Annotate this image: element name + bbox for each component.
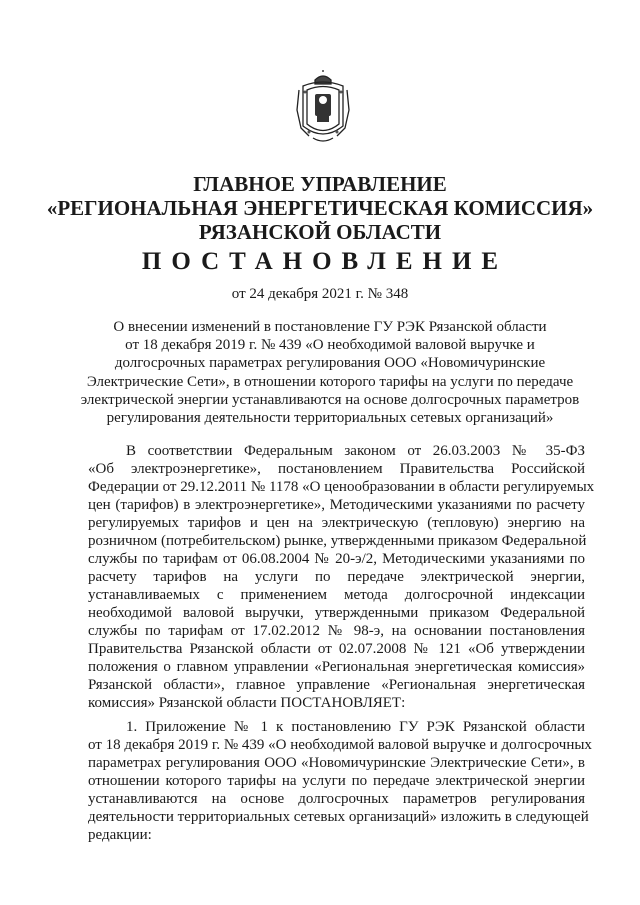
text-line: от 18 декабря 2019 г. № 439 «О необходимой валовой выручке и долгосрочных <box>88 737 592 753</box>
text-line: параметрах регулирования ООО «Новомичуринские Электрические Сети», в <box>88 755 585 771</box>
text-line: редакции: <box>88 827 152 843</box>
text-line: деятельности территориальных сетевых организаций» изложить в следующей <box>88 809 589 825</box>
text-line: устанавливаемых с применением метода долгосрочной индексации <box>88 587 585 603</box>
text-line: устанавливаются на основе долгосрочных параметров регулирования <box>88 791 585 807</box>
text-line: службы по тарифам от 17.02.2012 № 98-э, на основании постановления <box>88 623 585 639</box>
document-type: ПОСТАНОВЛЕНИЕ <box>141 248 509 275</box>
text-line: службы по тарифам от 06.08.2004 № 20-э/2, Методическими указаниями по <box>88 551 585 567</box>
text-line: «Об электроэнергетике», постановлением Правительства Российской <box>88 461 585 477</box>
item-1-paragraph <box>88 718 592 844</box>
organization-name <box>0 172 640 244</box>
preamble-paragraph <box>88 442 595 712</box>
text-line: положения о главном управлении «Региональная энергетическая комиссия» <box>88 659 585 675</box>
subject-line: долгосрочных параметрах регулирования ООО «Новомичуринские <box>114 355 546 372</box>
subject-line: регулирования деятельности территориальных сетевых организаций» <box>106 410 554 427</box>
subject-line: Электрические Сети», в отношении которого тарифы на услуги по передаче <box>86 373 574 390</box>
text-line: комиссия» Рязанской области ПОСТАНОВЛЯЕТ: <box>88 695 406 711</box>
text-line: розничном (потребительском) рынке, утвержденными приказом Федеральной <box>88 533 587 549</box>
subject-line: О внесении изменений в постановление ГУ РЭК Рязанской области <box>113 319 547 335</box>
text-line: цен (тарифов) в электроэнергетике», Методическими указаниями по расчету <box>88 497 585 513</box>
subject-line: электрической энергии устанавливаются на основе долгосрочных параметров <box>80 391 580 408</box>
text-line: Правительства Рязанской области от 02.07.2008 № 121 «Об утверждении <box>88 641 585 657</box>
coat-of-arms-icon <box>295 70 351 146</box>
document-date-number: от 24 декабря 2021 г. № 348 <box>231 286 409 302</box>
org-line: «РЕГИОНАЛЬНАЯ ЭНЕРГЕТИЧЕСКАЯ КОМИССИЯ» <box>46 196 594 220</box>
org-line: ГЛАВНОЕ УПРАВЛЕНИЕ <box>193 172 447 196</box>
text-line: Федерации от 29.12.2011 № 1178 «О ценообразовании в области регулируемых <box>88 479 595 495</box>
text-line: В соответствии Федеральным законом от 26.03.2003 № 35-ФЗ <box>126 443 585 459</box>
org-line: РЯЗАНСКОЙ ОБЛАСТИ <box>198 220 442 244</box>
text-line: регулируемых тарифов и цен на электрическую (тепловую) энергию на <box>88 515 585 531</box>
text-line: Рязанской области», главное управление «Региональная энергетическая <box>88 677 585 693</box>
text-line: необходимой валовой выручки, утвержденными приказом Федеральной <box>88 605 585 621</box>
subject-line: от 18 декабря 2019 г. № 439 «О необходимой валовой выручке и <box>125 337 535 354</box>
document-subject <box>80 318 580 427</box>
text-line: отношении которого тарифы на услуги по передаче электрической энергии <box>88 773 585 789</box>
text-line: 1. Приложение № 1 к постановлению ГУ РЭК Рязанской области <box>126 719 585 735</box>
text-line: расчету тарифов на услуги по передаче электрической энергии, <box>88 569 585 585</box>
